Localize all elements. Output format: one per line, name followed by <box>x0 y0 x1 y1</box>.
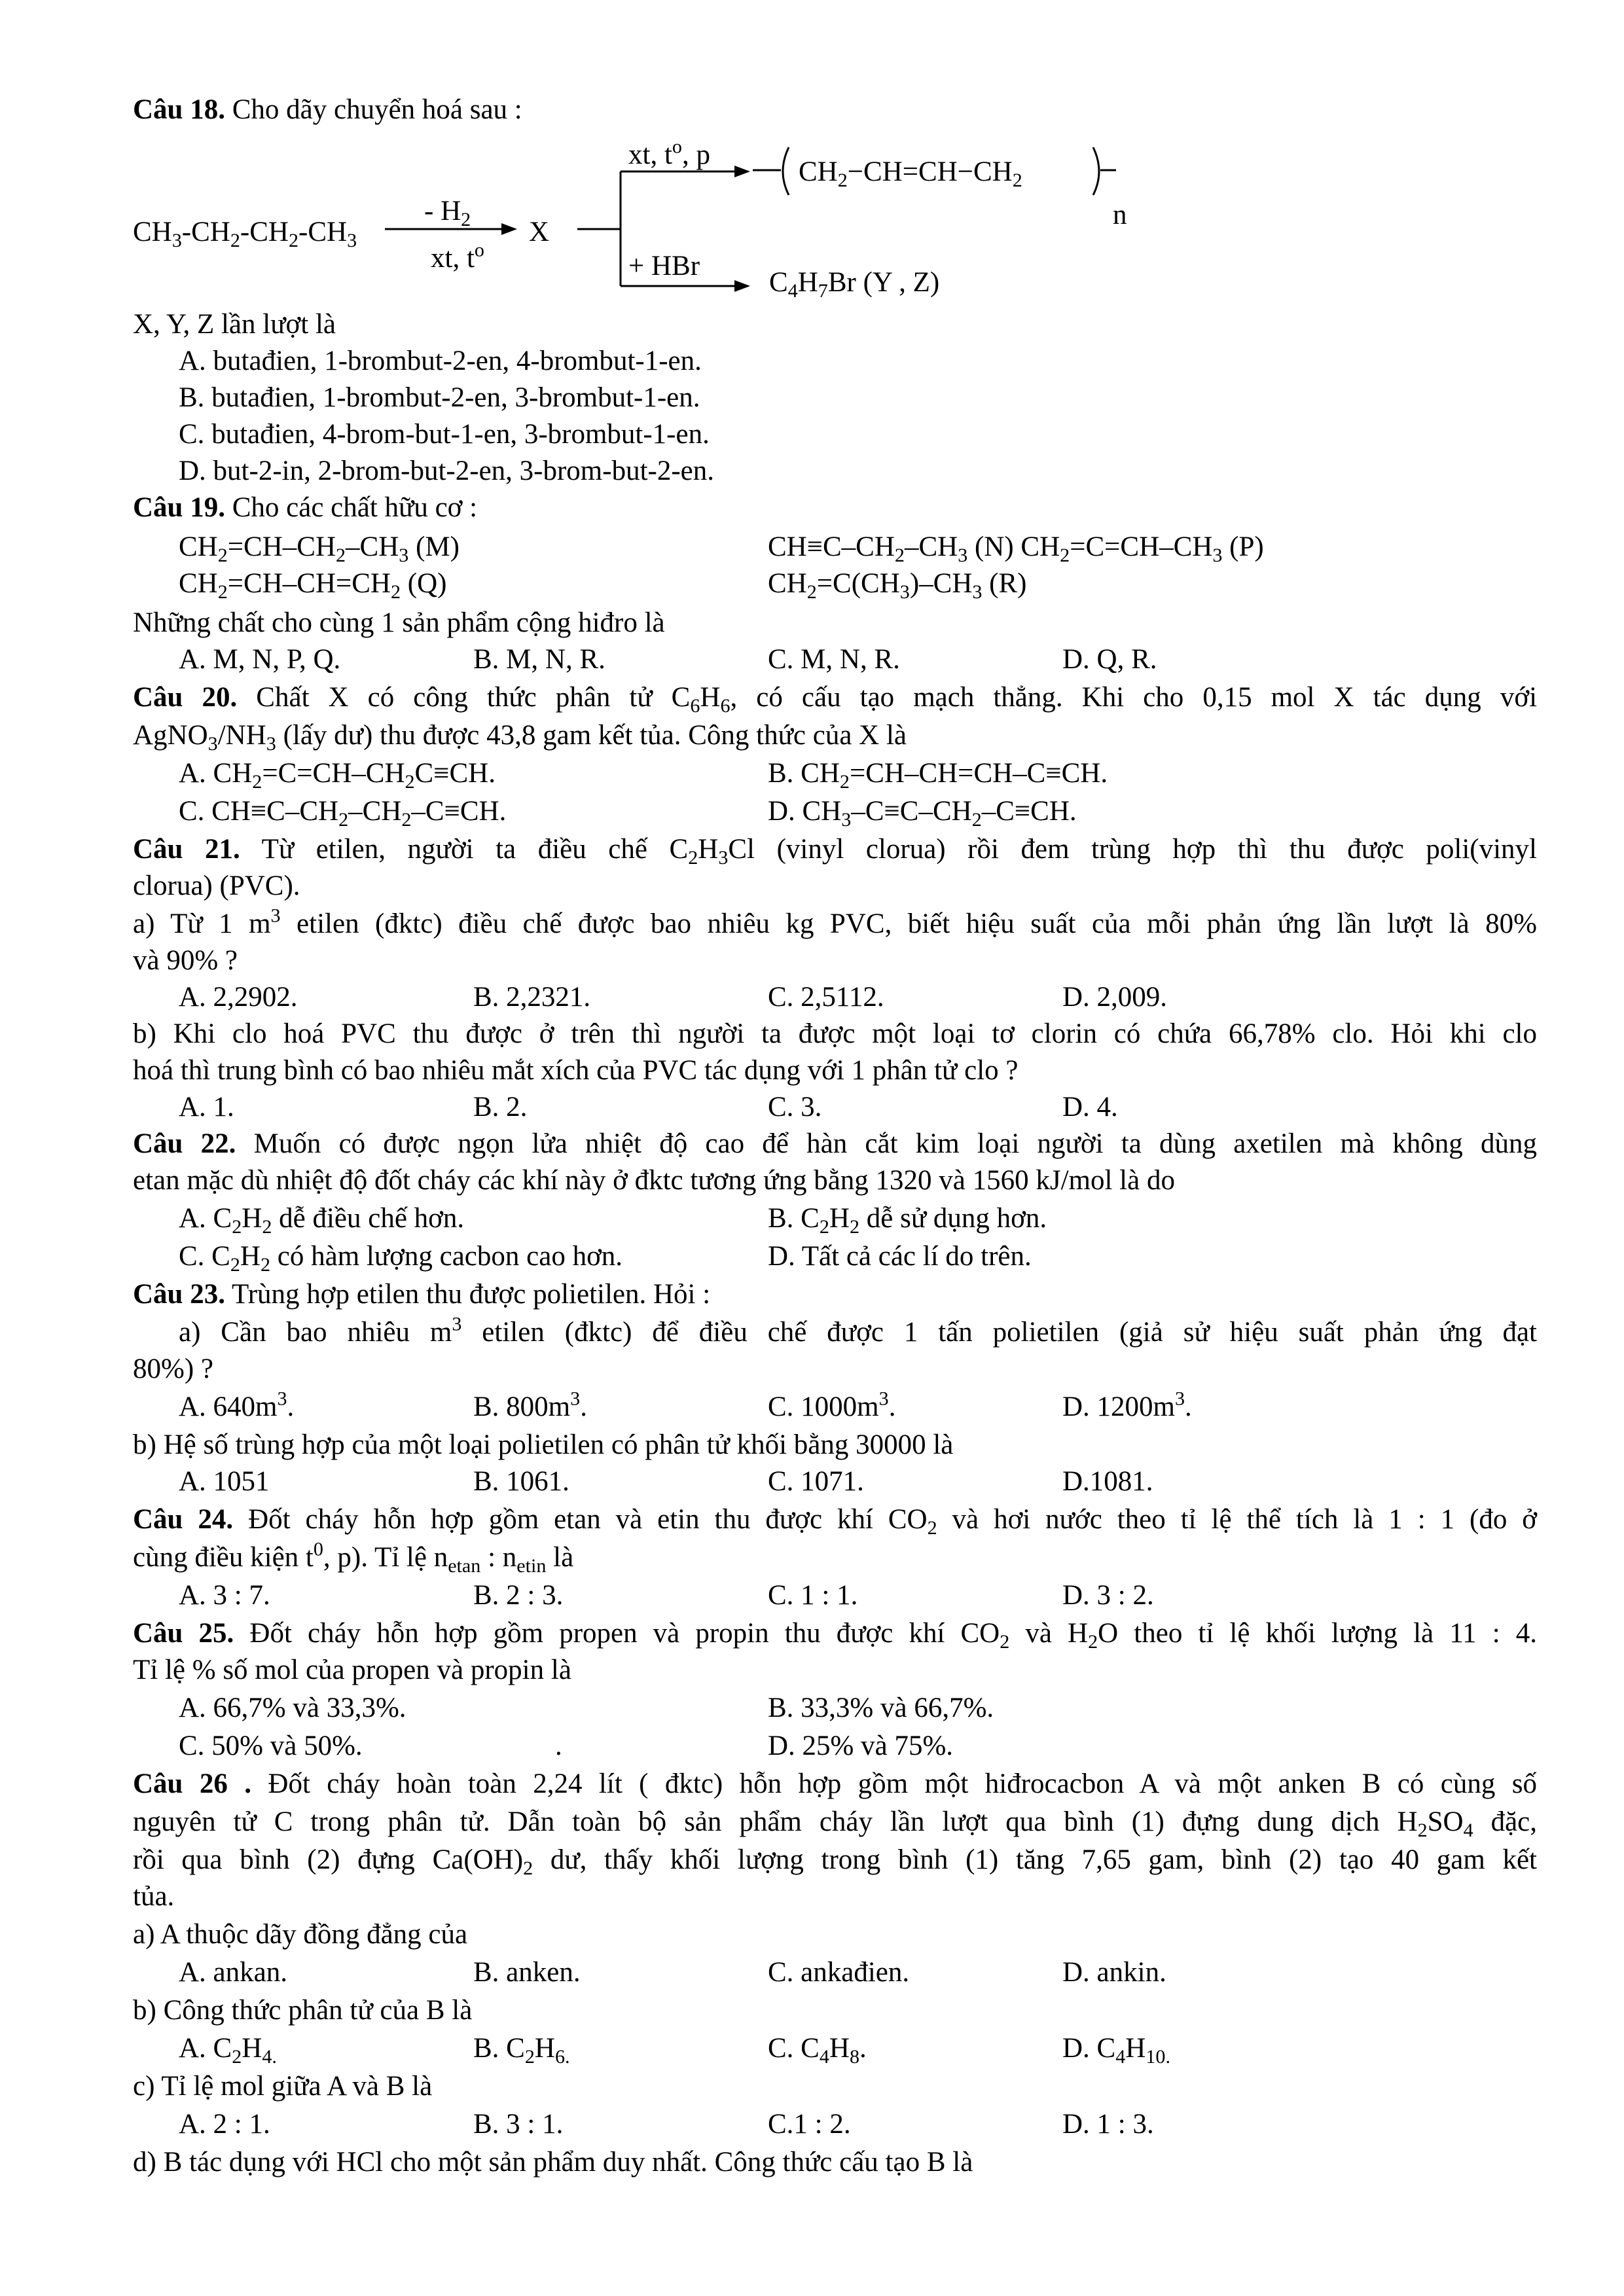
q26-line1: Câu 26 . Đốt cháy hoàn toàn 2,24 lít ( đktc) hỗn hợp gồm một hiđrocacbon A và một anken B có cùng số <box>133 1768 1537 1799</box>
arrow1-top-label: - $H_2$ <box>424 196 471 231</box>
x-label: X <box>529 217 550 247</box>
q23-heading: Câu 23. Trùng hợp etilen thu được polietilen. Hỏi : <box>133 1279 711 1310</box>
q18-option-b[interactable]: B. butađien, 1-brombut-2-en, 3-brombut-1-en. <box>179 382 700 413</box>
q24-option-b[interactable]: B. 2 : 3. <box>473 1580 564 1611</box>
q26b-option-d[interactable]: D. $C_4H_{10.}$ <box>1062 2033 1170 2068</box>
q21b-option-a[interactable]: A. 1. <box>179 1092 234 1122</box>
q21a-option-b[interactable]: B. 2,2321. <box>473 982 591 1013</box>
q26-line3: rồi qua bình (2) đựng $Ca(OH)_2$ dư, thấy khối lượng trong bình (1) tăng 7,65 gam, bình (2) tạo 40 gam kết <box>133 1844 1537 1880</box>
q21b-option-d[interactable]: D. 4. <box>1062 1092 1118 1122</box>
q20-option-b[interactable]: B. $CH_2=CH-CH=CH-C\equiv CH$. <box>768 758 1108 793</box>
q26a-option-c[interactable]: C. ankađien. <box>768 1957 910 1988</box>
q23b-option-a[interactable]: A. 1051 <box>179 1466 270 1497</box>
q21-a-line2: và 90% ? <box>133 945 238 976</box>
q23a-option-d[interactable]: D. $1200m^3$. <box>1062 1387 1192 1422</box>
q26c-option-d[interactable]: D. 1 : 3. <box>1062 2109 1154 2140</box>
q26a-option-b[interactable]: B. anken. <box>473 1957 581 1988</box>
q18-option-c[interactable]: C. butađien, 4-brom-but-1-en, 3-brombut-1-en. <box>179 419 710 450</box>
q25-option-d[interactable]: D. 25% và 75%. <box>768 1731 954 1761</box>
compound-q: $CH_2=CH-CH=CH_2$ (Q) <box>179 568 447 603</box>
q19-stem: Những chất cho cùng 1 sản phẩm cộng hiđro là <box>133 607 665 638</box>
q24-line2: cùng điều kiện $t^0$, p). Tỉ lệ $n_{etan}$ : $n_{etin}$ là <box>133 1537 574 1577</box>
q22-option-c[interactable]: C. $C_2H_2$ có hàm lượng cacbon cao hơn. <box>179 1241 623 1276</box>
q26c-option-a[interactable]: A. 2 : 1. <box>179 2109 270 2140</box>
q24-option-a[interactable]: A. 3 : 7. <box>179 1580 270 1611</box>
q25-option-c[interactable]: C. 50% và 50%. <box>179 1731 363 1761</box>
q22-option-a[interactable]: A. $C_2H_2$ dễ điều chế hơn. <box>179 1203 465 1238</box>
q23a-option-b[interactable]: B. $800m^3$. <box>473 1387 587 1422</box>
q24-line1: Câu 24. Đốt cháy hỗn hợp gồm etan và etin thu được khí $CO_2$ và hơi nước theo tỉ lệ thể tích là 1 : 1 (đo ở <box>133 1504 1538 1539</box>
q25-option-a[interactable]: A. 66,7% và 33,3%. <box>179 1693 406 1723</box>
q19-option-b[interactable]: B. M, N, R. <box>473 644 605 675</box>
q21b-option-b[interactable]: B. 2. <box>473 1092 528 1122</box>
q20-option-d[interactable]: D. $CH_3-C\equiv C-CH_2-C\equiv CH$. <box>768 796 1077 831</box>
q20-option-a[interactable]: A. $CH_2=C=CH-CH_2C\equiv CH$. <box>179 758 496 793</box>
arrow2-top-label: xt, $t^o$, p <box>628 135 710 170</box>
q22-line2: etan mặc dù nhiệt độ đốt cháy các khí này ở đktc tương ứng bằng 1320 và 1560 kJ/mol là do <box>133 1165 1175 1196</box>
q26-line2: nguyên tử C trong phân tử. Dẫn toàn bộ sản phẩm cháy lần lượt qua bình (1) đựng dung dịch $H_2SO_4$ đặc, <box>133 1806 1537 1842</box>
q19-option-a[interactable]: A. M, N, P, Q. <box>179 644 341 675</box>
q25-line2: Tỉ lệ % số mol của propen và propin là <box>133 1655 571 1685</box>
q26b-option-b[interactable]: B. $C_2H_{6.}$ <box>473 2033 570 2068</box>
q26-b: b) Công thức phân tử của B là <box>133 1995 473 2026</box>
q22-option-d[interactable]: D. Tất cả các lí do trên. <box>768 1241 1032 1272</box>
q20-line2: $AgNO_3/NH_3$ (lấy dư) thu được 43,8 gam kết tủa. Công thức của X là <box>133 720 907 755</box>
q23b-option-b[interactable]: B. 1061. <box>473 1466 569 1497</box>
q26-a: a) A thuộc dãy đồng đẳng của <box>133 1919 468 1950</box>
q26b-option-a[interactable]: A. $C_2H_{4.}$ <box>179 2033 277 2068</box>
q24-option-d[interactable]: D. 3 : 2. <box>1062 1580 1154 1611</box>
q21b-option-c[interactable]: C. 3. <box>768 1092 822 1122</box>
butane-formula: $CH_3-CH_2-CH_2-CH_3$ <box>133 217 357 252</box>
q21-line2: clorua) (PVC). <box>133 870 300 901</box>
q21a-option-d[interactable]: D. 2,009. <box>1062 982 1168 1013</box>
compound-r: $CH_2=C(CH_3)-CH_3$ (R) <box>768 568 1027 603</box>
q26c-option-c[interactable]: C.1 : 2. <box>768 2109 851 2140</box>
q21-b-line1: b) Khi clo hoá PVC thu được ở trên thì người ta được một loại tơ clorin có chứa 66,78% clo. Hỏi khi clo <box>133 1018 1537 1049</box>
compound-m: $CH_2=CH-CH_2-CH_3$ (M) <box>179 531 460 567</box>
arrow1-bottom-label: xt, $t^o$ <box>431 238 484 274</box>
q26-line4: tủa. <box>133 1881 175 1912</box>
q21-b-line2: hoá thì trung bình có bao nhiêu mắt xích của PVC tác dụng với 1 phân tử clo ? <box>133 1055 1019 1086</box>
q24-option-c[interactable]: C. 1 : 1. <box>768 1580 858 1611</box>
q26-c: c) Tỉ lệ mol giữa A và B là <box>133 2071 433 2102</box>
q21a-option-a[interactable]: A. 2,2902. <box>179 982 298 1013</box>
q18-option-a[interactable]: A. butađien, 1-brombut-2-en, 4-brombut-1-en. <box>179 346 702 376</box>
q18-heading: Câu 18. Cho dãy chuyển hoá sau : <box>133 94 522 125</box>
q26a-option-d[interactable]: D. ankin. <box>1062 1957 1166 1988</box>
q26a-option-a[interactable]: A. ankan. <box>179 1957 287 1988</box>
q18-option-d[interactable]: D. but-2-in, 2-brom-but-2-en, 3-brom-but-2-en. <box>179 456 714 486</box>
q21a-option-c[interactable]: C. 2,5112. <box>768 982 884 1013</box>
q26b-option-c[interactable]: C. $C_4H_8$. <box>768 2033 867 2068</box>
q23-b: b) Hệ số trùng hợp của một loại polietilen có phân tử khối bằng 30000 là <box>133 1429 954 1460</box>
q19-option-c[interactable]: C. M, N, R. <box>768 644 900 675</box>
arrow3-label: + HBr <box>628 251 700 281</box>
compound-n-p: $CH\equiv C-CH_2-CH_3$ (N) $CH_2=C=CH-CH_3$ (P) <box>768 531 1264 567</box>
q23-a-line1: a) Cần bao nhiêu $m^3$ etilen (đktc) để điều chế được 1 tấn polietilen (giả sử hiệu suất phản ứng đạt <box>179 1312 1537 1348</box>
q21-a-line1: a) Từ 1 $m^3$ etilen (đktc) điều chế được bao nhiêu kg PVC, biết hiệu suất của mỗi phản ứng lần lượt là 80% <box>133 904 1537 939</box>
q23a-option-c[interactable]: C. $1000m^3$. <box>768 1387 896 1422</box>
q19-heading: Câu 19. Cho các chất hữu cơ : <box>133 492 478 523</box>
q26-d: d) B tác dụng với HCl cho một sản phẩm duy nhất. Công thức cấu tạo B là <box>133 2147 973 2178</box>
q19-option-d[interactable]: D. Q, R. <box>1062 644 1157 675</box>
q25-line1: Câu 25. Đốt cháy hỗn hợp gồm propen và propin thu được khí $CO_2$ và $H_2O$ theo tỉ lệ khối lượng là 11 : 4. <box>133 1618 1538 1653</box>
polybutadiene-formula: $CH_2-CH=CH-CH_2$ <box>799 156 1022 192</box>
q25-option-b[interactable]: B. 33,3% và 66,7%. <box>768 1693 994 1723</box>
q20-line1: Câu 20. Chất X có công thức phân tử $C_6H_6$, có cấu tạo mạch thẳng. Khi cho 0,15 mol X tác dụng với <box>133 682 1538 717</box>
polymer-n: n <box>1113 200 1127 230</box>
q23b-option-c[interactable]: C. 1071. <box>768 1466 864 1497</box>
q26c-option-b[interactable]: B. 3 : 1. <box>473 2109 564 2140</box>
q25-stray-dot: . <box>555 1731 562 1761</box>
q20-option-c[interactable]: C. $CH\equiv C-CH_2-CH_2-C\equiv CH$. <box>179 796 507 831</box>
q21-line1: Câu 21. Từ etilen, người ta điều chế $C_2H_3Cl$ (vinyl clorua) rồi đem trùng hợp thì thu được poli(vinyl <box>133 834 1538 869</box>
q23-a-line2: 80%) ? <box>133 1354 213 1384</box>
q23a-option-a[interactable]: A. $640m^3$. <box>179 1387 295 1422</box>
product-formula: $C_4H_7Br$ (Y , Z) <box>769 267 940 302</box>
q22-line1: Câu 22. Muốn có được ngọn lửa nhiệt độ cao để hàn cắt kim loại người ta dùng axetilen mà không dùng <box>133 1128 1537 1159</box>
q23b-option-d[interactable]: D.1081. <box>1062 1466 1153 1497</box>
q22-option-b[interactable]: B. $C_2H_2$ dễ sử dụng hơn. <box>768 1203 1047 1238</box>
q18-stem: X, Y, Z lần lượt là <box>133 309 336 340</box>
